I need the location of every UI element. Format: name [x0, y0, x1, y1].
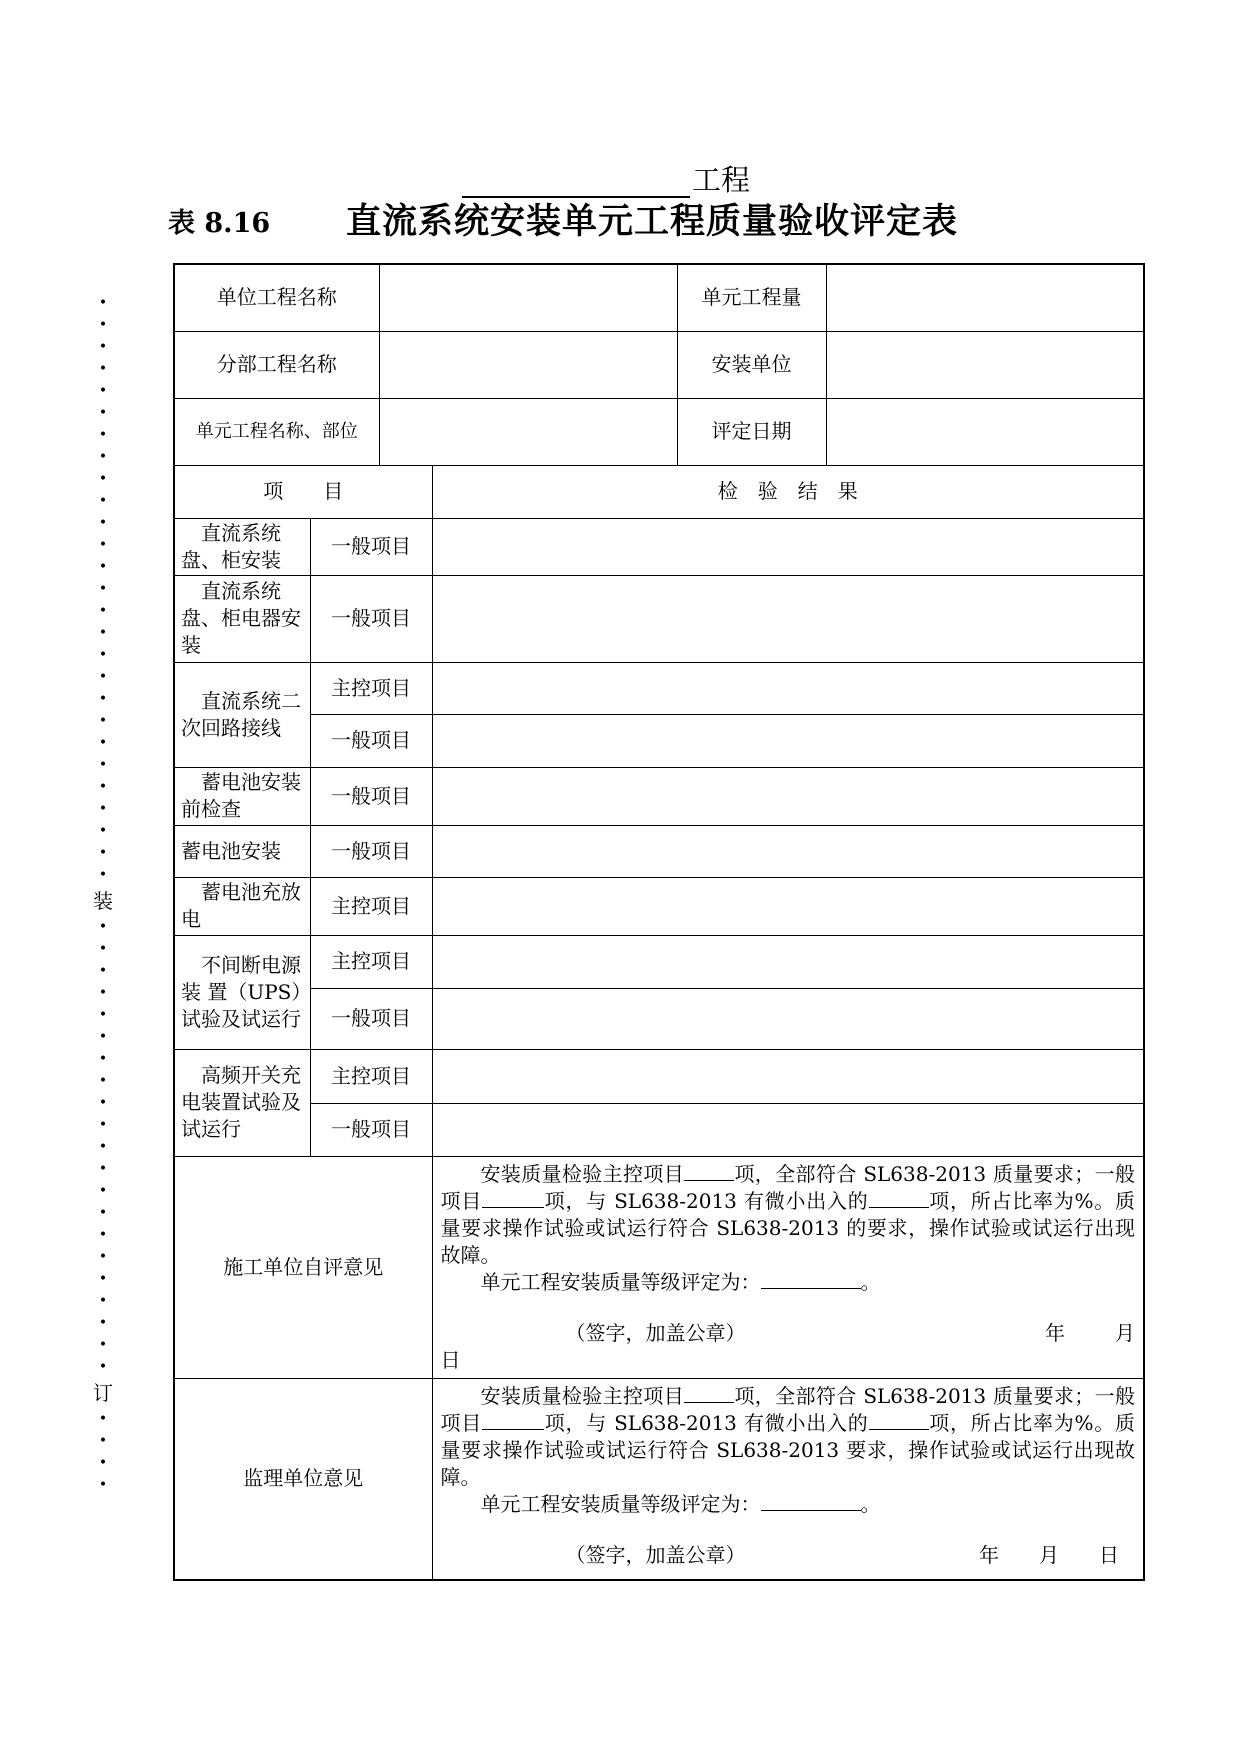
result-field[interactable]: [432, 767, 1144, 825]
grade-blank[interactable]: [761, 1492, 861, 1511]
binding-dot: •: [98, 963, 108, 979]
item-type: 一般项目: [310, 714, 432, 767]
item-type: 一般项目: [310, 1103, 432, 1156]
item-row: [174, 714, 1144, 767]
binding-dot: •: [98, 603, 108, 619]
result-field[interactable]: [432, 714, 1144, 767]
item-row: [174, 825, 1144, 877]
item-row: [174, 518, 1144, 575]
binding-dot: •: [98, 1433, 108, 1449]
result-field[interactable]: [432, 988, 1144, 1049]
unit-project-name-label: 单位工程名称: [174, 264, 379, 331]
binding-dot: •: [98, 1007, 108, 1023]
grade-blank[interactable]: [761, 1270, 861, 1289]
item-row: [174, 575, 1144, 662]
binding-dot: •: [98, 1161, 108, 1177]
item-type: 一般项目: [310, 988, 432, 1049]
item-type: 一般项目: [310, 575, 432, 662]
project-name-blank[interactable]: [462, 168, 690, 198]
install-unit-field[interactable]: [826, 331, 1144, 398]
item-row: [174, 767, 1144, 825]
item-row: [174, 1103, 1144, 1156]
supervisor-label: 监理单位意见: [174, 1378, 432, 1580]
main-items-blank[interactable]: [684, 1384, 734, 1403]
binding-dot: •: [98, 1029, 108, 1045]
sub-project-name-field[interactable]: [379, 331, 677, 398]
binding-dot: •: [98, 1095, 108, 1111]
result-field[interactable]: [432, 825, 1144, 877]
self-eval-row: [174, 1156, 1144, 1378]
item-label: 蓄电池充放电: [174, 877, 310, 935]
binding-dot: •: [98, 735, 108, 751]
binding-dot: •: [98, 1139, 108, 1155]
unit-name-location-field[interactable]: [379, 398, 677, 465]
self-eval-opinion: [432, 1156, 1144, 1378]
supervisor-opinion: [432, 1378, 1144, 1580]
project-suffix: 工程: [692, 163, 751, 197]
binding-char-zhuang: 装: [93, 889, 113, 913]
info-row-3: [174, 398, 1144, 465]
minor-deviation-blank[interactable]: [869, 1189, 929, 1208]
binding-dot: •: [98, 1051, 108, 1067]
result-field[interactable]: [432, 518, 1144, 575]
binding-dot: •: [98, 427, 108, 443]
project-name-line: [462, 162, 750, 198]
install-unit-label: 安装单位: [677, 331, 826, 398]
binding-dot: •: [98, 383, 108, 399]
date-year-month: 年 月: [1045, 1320, 1135, 1345]
sub-project-name-label: 分部工程名称: [174, 331, 379, 398]
binding-dot: •: [98, 493, 108, 509]
eval-date-field[interactable]: [826, 398, 1144, 465]
item-type: 一般项目: [310, 518, 432, 575]
binding-dot: •: [98, 867, 108, 883]
binding-dot: •: [98, 1315, 108, 1331]
binding-dot: •: [98, 515, 108, 531]
binding-dot: •: [98, 647, 108, 663]
binding-dot: •: [98, 471, 108, 487]
unit-quantity-field[interactable]: [826, 264, 1144, 331]
binding-dot: •: [98, 1337, 108, 1353]
binding-dot: •: [98, 779, 108, 795]
eval-date-label: 评定日期: [677, 398, 826, 465]
supervisor-signature-line: [441, 1542, 1136, 1569]
binding-dot: •: [98, 823, 108, 839]
binding-dot: •: [98, 1477, 108, 1493]
date-day: 日: [440, 1347, 461, 1372]
result-field[interactable]: [432, 575, 1144, 662]
result-column-header: 检 验 结 果: [432, 465, 1144, 518]
info-row-1: [174, 264, 1144, 331]
signature-note: （签字，加盖公章）: [565, 1542, 746, 1567]
item-type: 一般项目: [310, 767, 432, 825]
binding-dot: •: [98, 449, 108, 465]
page-title: 直流系统安装单元工程质量验收评定表: [346, 201, 959, 242]
binding-dot: •: [98, 317, 108, 333]
item-row: [174, 988, 1144, 1049]
binding-dot: •: [98, 845, 108, 861]
item-type: 主控项目: [310, 935, 432, 988]
binding-dot: •: [98, 1271, 108, 1287]
item-row: [174, 877, 1144, 935]
binding-dot: •: [98, 1117, 108, 1133]
item-row: [174, 662, 1144, 714]
binding-dot: •: [98, 985, 108, 1001]
item-label: 蓄电池安装前检查: [174, 767, 310, 825]
binding-dot: •: [98, 1227, 108, 1243]
binding-char-ding: 订: [93, 1381, 113, 1405]
item-label: 直流系统盘、柜安装: [174, 518, 310, 575]
result-field[interactable]: [432, 662, 1144, 714]
binding-dot: •: [98, 801, 108, 817]
item-type: 主控项目: [310, 1049, 432, 1103]
column-header-row: [174, 465, 1144, 518]
binding-dot: •: [98, 581, 108, 597]
supervisor-grade-line: 单元工程安装质量等级评定为： 。: [480, 1491, 881, 1516]
binding-dot: •: [98, 941, 108, 957]
self-eval-signature-line: [441, 1320, 1136, 1347]
date-ymd: 年 月 日: [979, 1542, 1119, 1567]
item-label: 直流系统盘、柜电器安装: [174, 575, 310, 662]
binding-dot: •: [98, 669, 108, 685]
supervisor-paragraph: 安装质量检验主控项目 项，全部符合 SL638-2013 质量要求；一般项目 项，与 SL638-2013 有微小出入的 项，所占比率为%。质量要求操作试验或试运行符合 SL638-2013 要求，操作试验或试运行出现故障。: [440, 1383, 1136, 1489]
binding-dot: •: [98, 361, 108, 377]
item-column-header: 项 目: [174, 465, 432, 518]
binding-dot: •: [98, 1411, 108, 1427]
unit-quantity-label: 单元工程量: [677, 264, 826, 331]
unit-name-location-label: 单元工程名称、部位: [174, 398, 379, 465]
minor-deviation-blank[interactable]: [869, 1411, 929, 1430]
binding-dot: •: [98, 295, 108, 311]
general-items-blank[interactable]: [482, 1189, 544, 1208]
binding-dot: •: [98, 919, 108, 935]
table-number: 表 8.16: [168, 208, 271, 239]
binding-dot: •: [98, 1359, 108, 1375]
signature-note: （签字，加盖公章）: [565, 1320, 746, 1345]
binding-dot: •: [98, 559, 108, 575]
binding-dot: •: [98, 1455, 108, 1471]
binding-dot: •: [98, 1183, 108, 1199]
binding-dot: •: [98, 1249, 108, 1265]
evaluation-table: [173, 263, 1145, 1581]
main-items-blank[interactable]: [684, 1162, 734, 1181]
binding-dot: •: [98, 1205, 108, 1221]
self-eval-label: 施工单位自评意见: [174, 1156, 432, 1378]
item-type: 主控项目: [310, 877, 432, 935]
self-eval-paragraph: 安装质量检验主控项目 项，全部符合 SL638-2013 质量要求；一般项目 项，与 SL638-2013 有微小出入的 项，所占比率为%。质量要求操作试验或试运行符合 SL638-2013 的要求，操作试验或试运行出现故障。: [440, 1161, 1136, 1267]
binding-dot: •: [98, 405, 108, 421]
result-field[interactable]: [432, 935, 1144, 988]
binding-dot: •: [98, 691, 108, 707]
item-type: 主控项目: [310, 662, 432, 714]
item-label: 蓄电池安装: [174, 825, 310, 877]
binding-dot: •: [98, 339, 108, 355]
binding-dot: •: [98, 1073, 108, 1089]
binding-margin: [92, 292, 114, 1532]
binding-dot: •: [98, 625, 108, 641]
self-eval-grade-line: 单元工程安装质量等级评定为： 。: [480, 1269, 881, 1294]
item-label: 直流系统二次回路接线: [174, 662, 310, 767]
result-field[interactable]: [432, 1103, 1144, 1156]
item-type: 一般项目: [310, 825, 432, 877]
binding-dot: •: [98, 1293, 108, 1309]
item-row: [174, 935, 1144, 988]
info-row-2: [174, 331, 1144, 398]
item-label: 不间断电源 装 置（UPS）试验及试运行: [174, 935, 310, 1049]
general-items-blank[interactable]: [482, 1411, 544, 1430]
item-label: 高频开关充电装置试验及试运行: [174, 1049, 310, 1156]
binding-dot: •: [98, 537, 108, 553]
result-field[interactable]: [432, 877, 1144, 935]
supervisor-row: [174, 1378, 1144, 1580]
unit-project-name-field[interactable]: [379, 264, 677, 331]
result-field[interactable]: [432, 1049, 1144, 1103]
item-row: [174, 1049, 1144, 1103]
binding-dot: •: [98, 713, 108, 729]
binding-dot: •: [98, 757, 108, 773]
